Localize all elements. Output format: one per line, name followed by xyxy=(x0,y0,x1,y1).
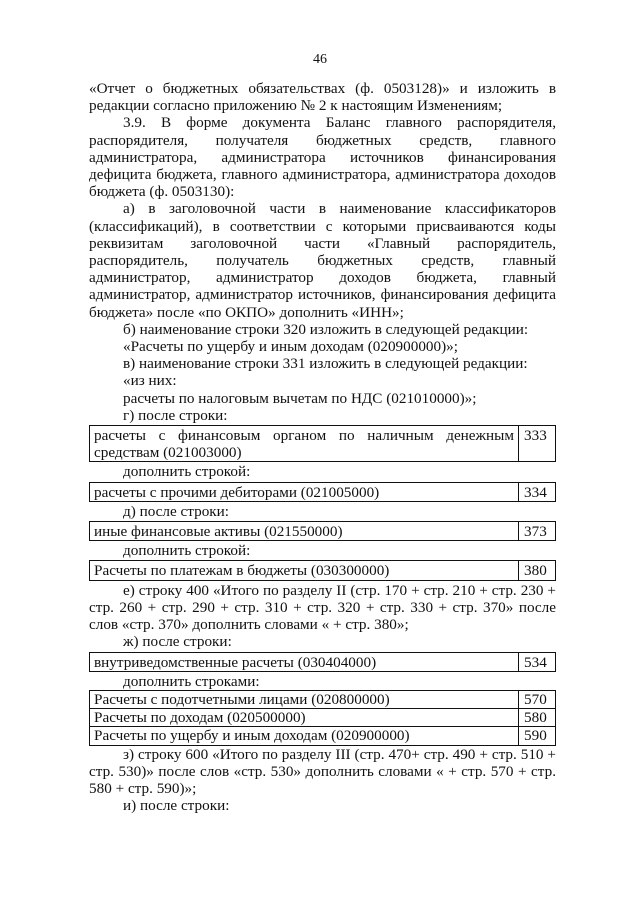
row-name: расчеты с прочими дебиторами (021005000) xyxy=(90,482,519,501)
table-row xyxy=(90,522,556,541)
document-body xyxy=(89,80,556,814)
paragraph: «Отчет о бюджетных обязательствах (ф. 0503128)» и изложить в редакции согласно приложению № 2 к настоящим Изменениям; xyxy=(89,80,556,115)
row-name: иные финансовые активы (021550000) xyxy=(90,522,519,541)
paragraph: д) после строки: xyxy=(123,502,230,520)
table-row xyxy=(90,690,556,708)
row-code: 580 xyxy=(519,709,556,727)
table-row xyxy=(90,727,556,745)
paragraph: и) после строки: xyxy=(123,797,230,815)
table-row xyxy=(90,652,556,671)
row-code: 590 xyxy=(519,727,556,745)
row-code: 570 xyxy=(519,690,556,708)
row-name: Расчеты по платежам в бюджеты (030300000) xyxy=(90,561,519,580)
row-name: Расчеты с подотчетными лицами (020800000) xyxy=(90,690,519,708)
paragraph: ж) после строки: xyxy=(123,633,232,651)
paragraph: «из них: xyxy=(123,372,177,390)
row-code: 534 xyxy=(519,652,556,671)
form-row-table xyxy=(89,652,556,672)
paragraph: б) наименование строки 320 изложить в следующей редакции: xyxy=(123,320,529,338)
page-number: 46 xyxy=(313,52,327,67)
row-code: 333 xyxy=(519,426,556,462)
row-code: 380 xyxy=(519,561,556,580)
form-row-table xyxy=(89,482,556,502)
form-rows-table xyxy=(89,690,556,746)
paragraph: в) наименование строки 331 изложить в следующей редакции: xyxy=(123,355,528,373)
row-name: расчеты с финансовым органом по наличным денежным средствам (021003000) xyxy=(90,426,519,462)
form-row-table xyxy=(89,521,556,541)
table-row xyxy=(90,709,556,727)
paragraph: 3.9. В форме документа Баланс главного распорядителя, распорядителя, получателя бюджетных средств, главного администратора, администратора источников финансирования дефицита бюджета, главного администратора, администратора доходов бюджета (ф. 0503130): xyxy=(89,114,556,201)
row-name: Расчеты по доходам (020500000) xyxy=(90,709,519,727)
paragraph: дополнить строкой: xyxy=(123,542,251,560)
paragraph: а) в заголовочной части в наименование классификаторов (классификаций), в соответствии с которыми присваиваются коды реквизитам заголовочной части «Главный распорядитель, распорядитель, получатель бюджетных средств, главный администратор, администратор доходов бюджета, главный администратор, администратор источников, финансирования дефицита бюджета» после «по ОКПО» дополнить «ИНН»; xyxy=(89,200,556,321)
row-name: Расчеты по ущербу и иным доходам (020900000) xyxy=(90,727,519,745)
paragraph: «Расчеты по ущербу и иным доходам (020900000)»; xyxy=(123,338,458,356)
form-row-table xyxy=(89,425,556,462)
row-code: 334 xyxy=(519,482,556,501)
row-code: 373 xyxy=(519,522,556,541)
table-row xyxy=(90,561,556,580)
paragraph: е) строку 400 «Итого по разделу II (стр. 170 + стр. 210 + стр. 230 + стр. 260 + стр. 290 + стр. 310 + стр. 320 + стр. 330 + стр. 370» после слов «стр. 370» дополнить словами « + стр. 380»; xyxy=(89,581,556,634)
row-name: внутриведомственные расчеты (030404000) xyxy=(90,652,519,671)
paragraph: з) строку 600 «Итого по разделу III (стр. 470+ стр. 490 + стр. 510 + стр. 530)» после слов «стр. 530» дополнить словами « + стр. 570 + стр. 580 + стр. 590)»; xyxy=(89,745,556,797)
form-row-table xyxy=(89,560,556,580)
paragraph: дополнить строками: xyxy=(123,672,260,690)
paragraph: дополнить строкой: xyxy=(123,463,251,481)
paragraph: г) после строки: xyxy=(123,406,228,424)
paragraph: расчеты по налоговым вычетам по НДС (021010000)»; xyxy=(123,389,477,407)
table-row xyxy=(90,482,556,501)
table-row xyxy=(90,426,556,462)
